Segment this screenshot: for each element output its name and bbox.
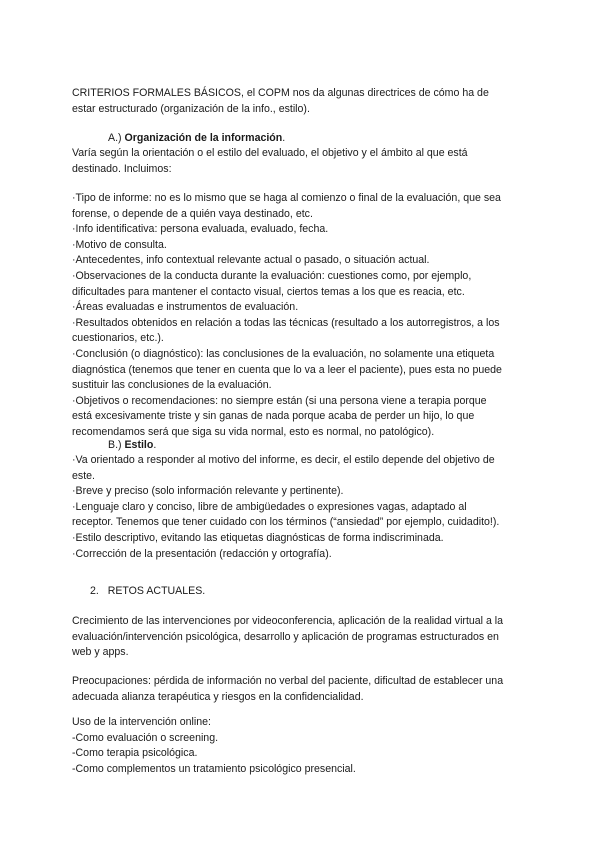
section-a-list (72, 191, 534, 441)
list-item: -Como terapia psicológica. (72, 747, 198, 760)
list-item: está excesivamente triste y sin ganas de nada porque acaba de perder un hijo, lo que (72, 410, 475, 423)
section-a-intro (72, 146, 534, 177)
list-item: -Como complementos un tratamiento psicológico presencial. (72, 762, 356, 775)
section-b-heading (108, 438, 156, 454)
list-item: ·Lenguaje claro y conciso, libre de ambigüedades o expresiones vagas, adaptado al (72, 500, 467, 513)
section-a-intro-line: Varía según la orientación o el estilo del evaluado, el objetivo y el ámbito al que está (72, 147, 468, 159)
section-b-suffix: . (153, 439, 157, 451)
list-item: diagnóstica (tenemos que tener en cuenta que lo va a leer el paciente), pues esta no puede (72, 363, 502, 376)
online-use-list (72, 715, 534, 777)
list-item: ·Objetivos o recomendaciones: no siempre están (si una persona viene a terapia porque (72, 394, 487, 407)
section-a-title: Organización de la información (124, 132, 283, 144)
list-item: ·Info identificativa: persona evaluada, evaluado, fecha. (72, 223, 329, 236)
growth-line: Crecimiento de las intervenciones por videoconferencia, aplicación de la realidad virtual a la (72, 615, 504, 627)
list-item: dificultades para mantener el contacto visual, ciertos temas a los que es reacia, etc. (72, 285, 465, 298)
list-item: ·Antecedentes, info contextual relevante actual o pasado, o situación actual. (72, 254, 430, 267)
section-2-number: 2. (90, 585, 99, 597)
growth-paragraph (72, 614, 534, 661)
list-item: ·Tipo de informe: no es lo mismo que se haga al comienzo o final de la evaluación, que sea (72, 192, 501, 204)
list-item: sustituir las conclusiones de la evaluación. (72, 379, 272, 392)
concerns-line: adecuada alianza terapéutica y riesgos en la confidencialidad. (72, 690, 364, 703)
concerns-line: Preocupaciones: pérdida de información no verbal del paciente, dificultad de establecer una (72, 675, 504, 687)
section-b-list (72, 453, 534, 562)
section-a-heading (108, 131, 285, 147)
list-item: ·Observaciones de la conducta durante la evaluación: cuestiones como, por ejemplo, (72, 269, 472, 282)
section-b-title: Estilo (124, 439, 154, 451)
list-item: este. (72, 469, 95, 482)
list-item: ·Breve y preciso (solo información relevante y pertinente). (72, 485, 344, 498)
list-item: receptor. Tenemos que tener cuidado con los términos (“ansiedad” por ejemplo, cuidadito!). (72, 516, 500, 529)
intro-line: estar estructurado (organización de la info., estilo). (72, 102, 310, 115)
list-item: ·Estilo descriptivo, evitando las etiquetas diagnósticas de forma indiscriminada. (72, 531, 444, 544)
growth-line: web y apps. (72, 646, 129, 659)
list-item: ·Va orientado a responder al motivo del informe, es decir, el estilo depende del objetivo de (72, 454, 495, 466)
list-item: recomendamos será que siga su vida normal, esto es normal, no patológico). (72, 425, 435, 438)
section-a-suffix: . (282, 132, 286, 144)
section-a-prefix: A.) (108, 132, 125, 144)
list-item: forense, o depende de a quién vaya destinado, etc. (72, 207, 313, 220)
list-item: ·Resultados obtenidos en relación a todas las técnicas (resultado a los autorregistros, a los (72, 316, 500, 329)
section-a-intro-line: destinado. Incluimos: (72, 162, 172, 175)
growth-line: evaluación/intervención psicológica, desarrollo y aplicación de programas estructurados en (72, 630, 499, 643)
section-2-title: RETOS ACTUALES. (107, 585, 206, 597)
concerns-paragraph (72, 674, 534, 705)
list-item: ·Motivo de consulta. (72, 238, 167, 251)
list-item: ·Conclusión (o diagnóstico): las conclusiones de la evaluación, no solamente una etiqueta (72, 347, 495, 360)
list-item: cuestionarios, etc.). (72, 332, 164, 345)
intro-paragraph (72, 86, 534, 117)
section-2-heading (90, 584, 205, 600)
list-item: ·Corrección de la presentación (redacción y ortografía). (72, 547, 332, 560)
section-b-prefix: B.) (108, 439, 125, 451)
intro-line: CRITERIOS FORMALES BÁSICOS, el COPM nos da algunas directrices de cómo ha de (72, 87, 489, 99)
online-use-heading: Uso de la intervención online: (72, 716, 211, 728)
list-item: ·Áreas evaluadas e instrumentos de evaluación. (72, 301, 299, 314)
list-item: -Como evaluación o screening. (72, 731, 219, 744)
